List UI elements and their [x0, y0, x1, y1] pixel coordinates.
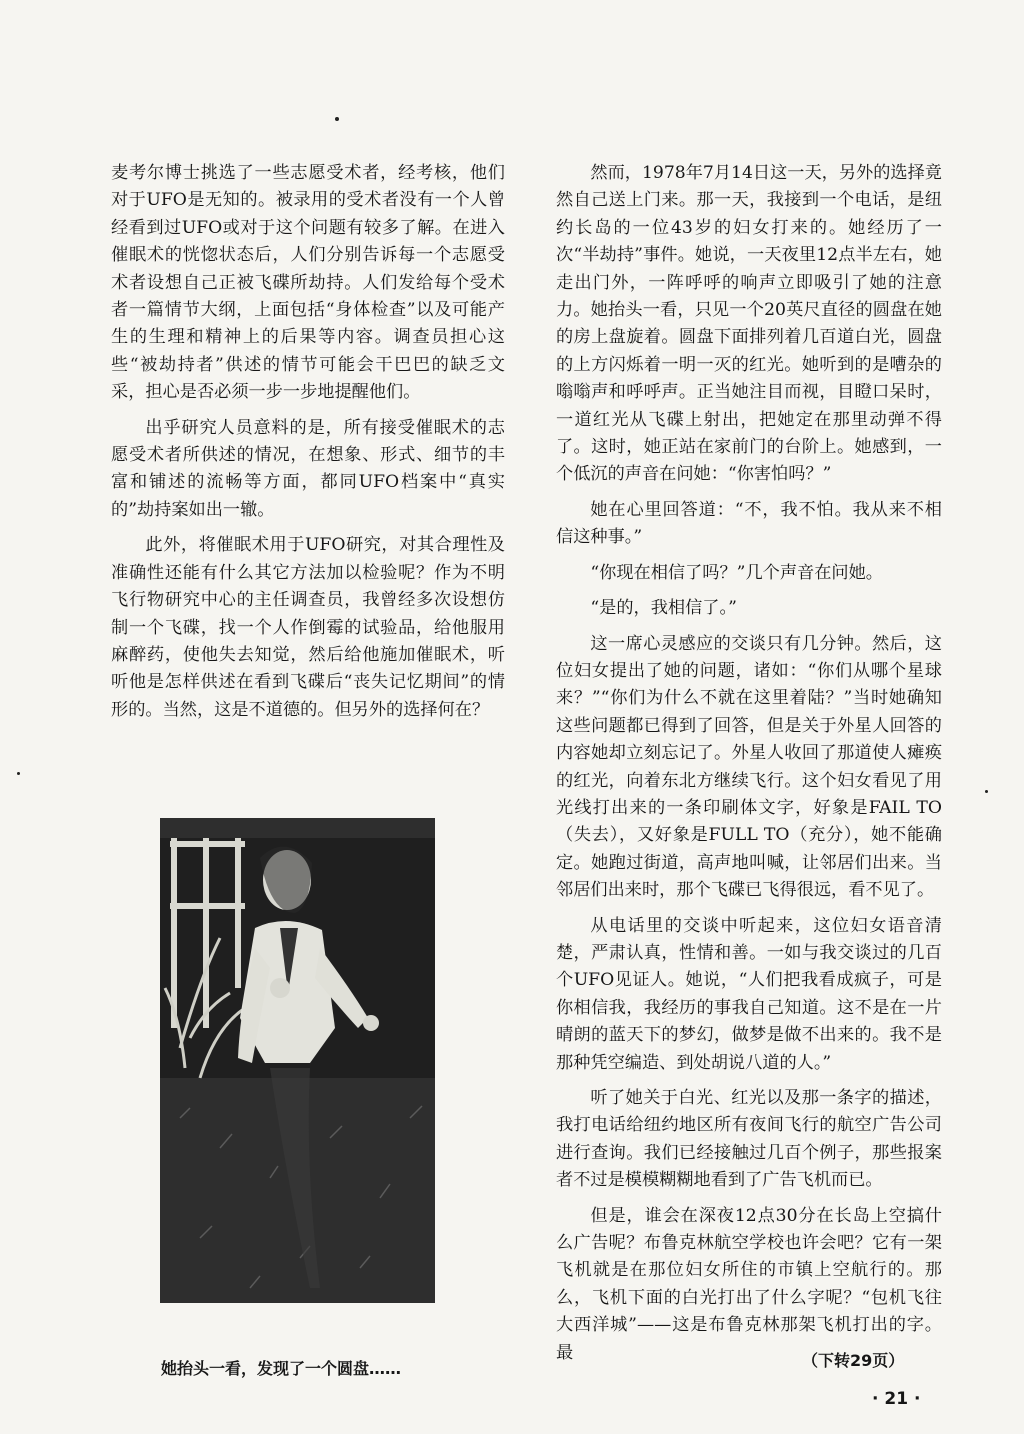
left-paragraph-1: 麦考尔博士挑选了一些志愿受术者，经考核，他们对于UFO是无知的。被录用的受术者没有一个人曾经看到过UFO或对于这个问题有较多了解。在进入催眠术的恍惚状态后，人们分别告诉每一个志愿受术者设想自己正被飞碟所劫持。人们发给每个受术者一篇情节大纲，上面包括“身体检查”以及可能产生的生理和精神上的后果等内容。调查员担心这些“被劫持者”供述的情节可能会干巴巴的缺乏文采，担心是否必须一步一步地提醒他们。	[111, 163, 505, 403]
right-paragraph-6: 从电话里的交谈中听起来，这位妇女语音清楚，严肃认真，性情和善。一如与我交谈过的几百个UFO见证人。她说，“人们把我看成疯子，可是你相信我，我经历的事我自己知道。这不是在一片晴朗的蓝天下的梦幻，做梦是做不出来的。我不是那种凭空编造、到处胡说八道的人。”	[556, 915, 942, 1073]
right-paragraph-3: “你现在相信了吗？”几个声音在问她。	[590, 562, 883, 583]
right-paragraph-5: 这一席心灵感应的交谈只有几分钟。然后，这位妇女提出了她的问题，诸如：“你们从哪个星球来？”“你们为什么不就在这里着陆？”当时她确知这些问题都已得到了回答，但是关于外星人回答的内容她却立刻忘记了。外星人收回了那道使人瘫痪的红光，向着东北方继续飞行。这个妇女看见了用光线打出来的一条印刷体文字，好象是FAIL TO（失去），又好象是FULL TO（充分），她不能确定。她跑过街道，高声地叫喊，让邻居们出来。当邻居们出来时，那个飞碟已飞得很远，看不见了。	[556, 633, 942, 901]
right-paragraph-1: 然而，1978年7月14日这一天，另外的选择竟然自己送上门来。那一天，我接到一个电话，是纽约长岛的一位43岁的妇女打来的。她经历了一次“半劫持”事件。她说，一天夜里12点半左右，她走出门外，一阵呼呼的响声立即吸引了她的注意力。她抬头一看，只见一个20英尺直径的圆盘在她的房上盘旋着。圆盘下面排列着几百道白光，圆盘的上方闪烁着一明一灭的红光。她听到的是嘈杂的嗡嗡声和呼呼声。正当她注目而视，目瞪口呆时，一道红光从飞碟上射出，把她定在那里动弹不得了。这时，她正站在家前门的台阶上。她感到，一个低沉的声音在问她：“你害怕吗？”	[556, 163, 942, 485]
page-number: · 21 ·	[872, 1389, 921, 1409]
scan-speck	[985, 790, 988, 793]
scan-speck	[335, 117, 339, 121]
left-paragraph-3: 此外，将催眠术用于UFO研究，对其合理性及准确性还能有什么其它方法加以检验呢？作为不明飞行物研究中心的主任调查员，我曾经多次设想仿制一个飞碟，找一个人作倒霉的试验品，给他服用麻醉药，使他失去知觉，然后给他施加催眠术，听听他是怎样供述在看到飞碟后“丧失记忆期间”的情形的。当然，这是不道德的。但另外的选择何在？	[111, 535, 505, 720]
right-paragraph-8: 但是，谁会在深夜12点30分在长岛上空搞什么广告呢？布鲁克林航空学校也许会吧？它有一架飞机就是在那位妇女所住的市镇上空航行的。那么，飞机下面的白光打出了什么字呢？“包机飞往大西洋城”——这是布鲁克林那架飞机打出的字。最	[556, 1205, 942, 1363]
right-column	[556, 160, 942, 1375]
left-paragraph-2: 出乎研究人员意料的是，所有接受催眠术的志愿受术者所供述的情况，在想象、形式、细节的丰富和铺述的流畅等方面，都同UFO档案中“真实的”劫持案如出一辙。	[111, 417, 505, 520]
right-paragraph-7: 听了她关于白光、红光以及那一条字的描述，我打电话给纽约地区所有夜间飞行的航空广告公司进行查询。我们已经接触过几百个例子，那些报案者不过是模模糊糊地看到了广告飞机而已。	[556, 1088, 942, 1191]
right-paragraph-2: 她在心里回答道：“不，我不怕。我从来不相信这种事。”	[556, 499, 942, 548]
continued-note: （下转29页）	[802, 1351, 905, 1370]
right-paragraph-4: “是的，我相信了。”	[590, 598, 737, 619]
illustration-woman-looking-up	[160, 818, 435, 1303]
figure-caption: 她抬头一看，发现了一个圆盘……	[161, 1359, 402, 1378]
left-column	[111, 160, 505, 732]
scan-speck	[17, 772, 20, 775]
